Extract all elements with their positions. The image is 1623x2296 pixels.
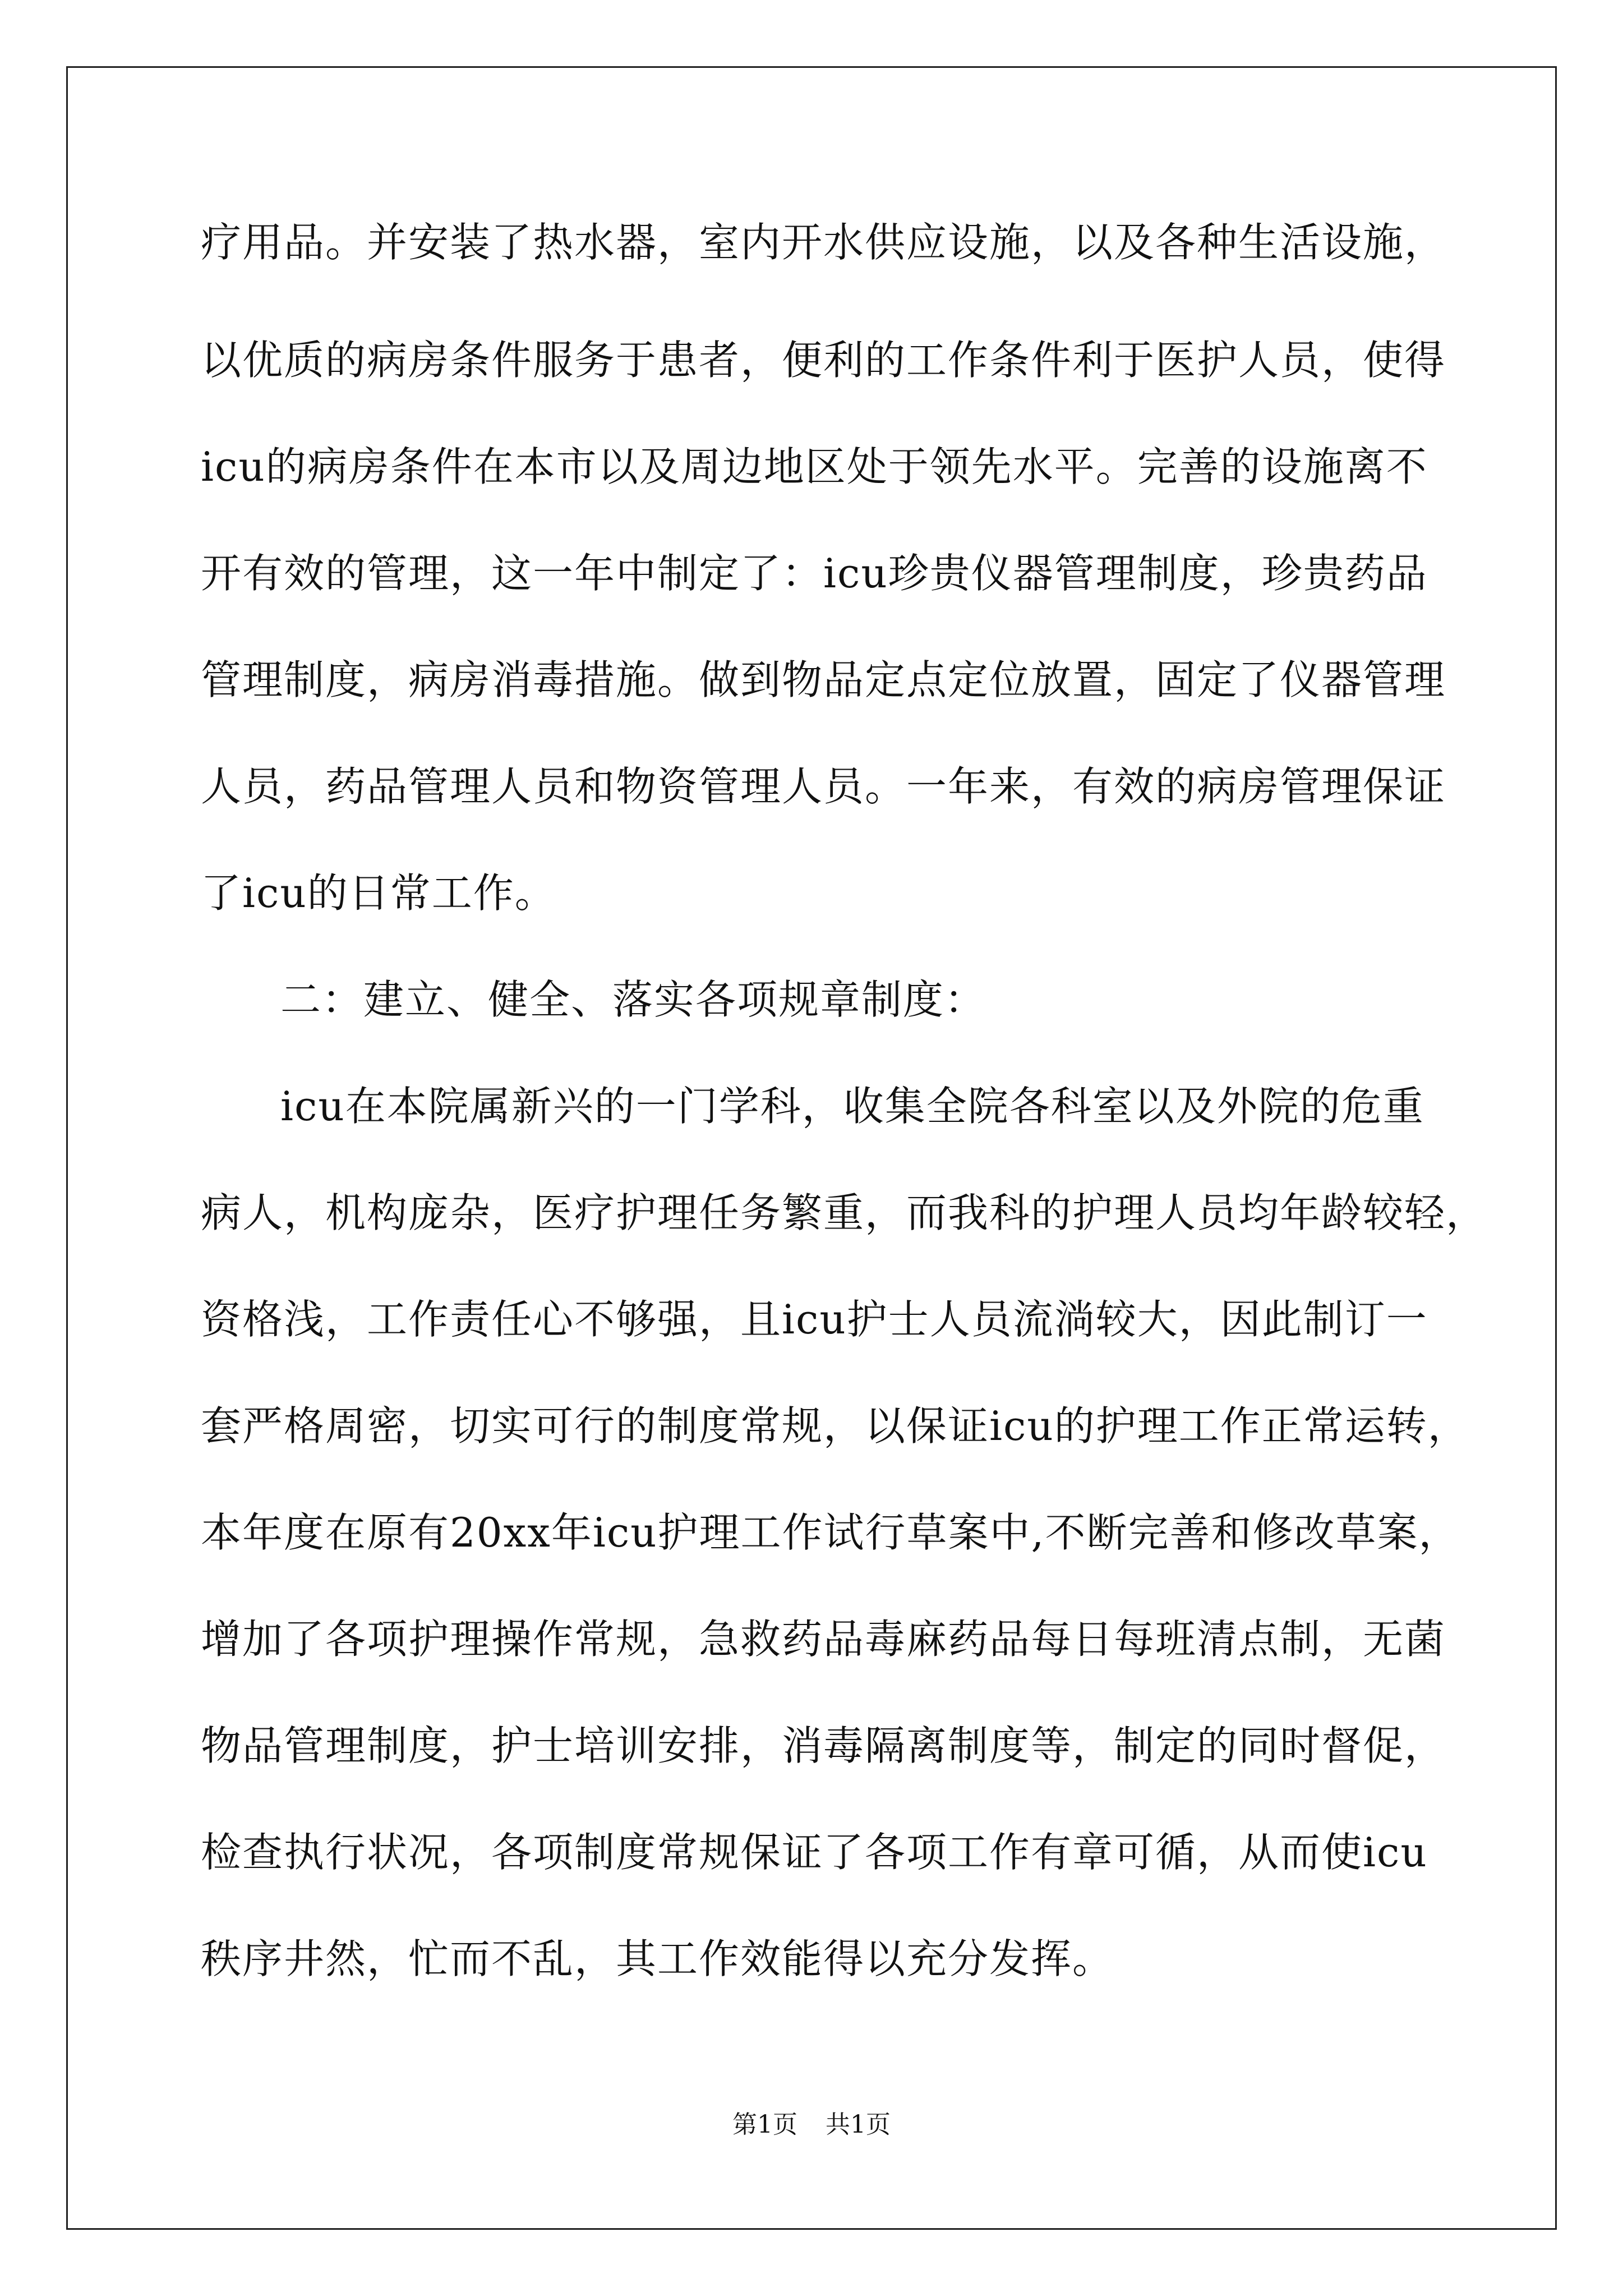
text-line: 秩序井然，忙而不乱，其工作效能得以充分发挥。: [201, 1935, 1114, 1982]
page-total: 共1页: [826, 2110, 891, 2139]
text-line: 增加了各项护理操作常规，急救药品毒麻药品每日每班清点制，无菌: [201, 1616, 1446, 1663]
text-line: 本年度在原有20xx年icu护理工作试行草案中,不断完善和修改草案，: [201, 1509, 1460, 1556]
text-line: 套严格周密，切实可行的制度常规，以保证icu的护理工作正常运转，: [201, 1402, 1469, 1450]
text-line: icu在本院属新兴的一门学科，收集全院各科室以及外院的危重: [280, 1083, 1424, 1130]
text-line: 检查执行状况，各项制度常规保证了各项工作有章可循，从而使icu: [201, 1829, 1428, 1876]
page-footer: [0, 2109, 1623, 2141]
text-line: 开有效的管理，这一年中制定了：icu珍贵仪器管理制度，珍贵药品: [201, 550, 1428, 597]
section-heading: 二：建立、健全、落实各项规章制度：: [280, 976, 986, 1023]
text-line: 物品管理制度，护士培训安排，消毒隔离制度等，制定的同时督促，: [201, 1722, 1446, 1769]
text-line: 了icu的日常工作。: [201, 869, 556, 917]
text-line: 以优质的病房条件服务于患者，便利的工作条件利于医护人员，使得: [201, 337, 1446, 384]
text-line: 疗用品。并安装了热水器，室内开水供应设施，以及各种生活设施，: [201, 219, 1446, 266]
text-line: 人员，药品管理人员和物资管理人员。一年来，有效的病房管理保证: [201, 763, 1446, 810]
text-line: 管理制度，病房消毒措施。做到物品定点定位放置，固定了仪器管理: [201, 656, 1446, 703]
text-line: icu的病房条件在本市以及周边地区处于领先水平。完善的设施离不: [201, 443, 1428, 490]
page-border: [66, 66, 1557, 2230]
page-number: 第1页: [732, 2110, 797, 2139]
text-line: 资格浅，工作责任心不够强，且icu护士人员流淌较大，因此制订一: [201, 1296, 1428, 1343]
text-line: 病人，机构庞杂，医疗护理任务繁重，而我科的护理人员均年龄较轻，: [201, 1189, 1488, 1236]
